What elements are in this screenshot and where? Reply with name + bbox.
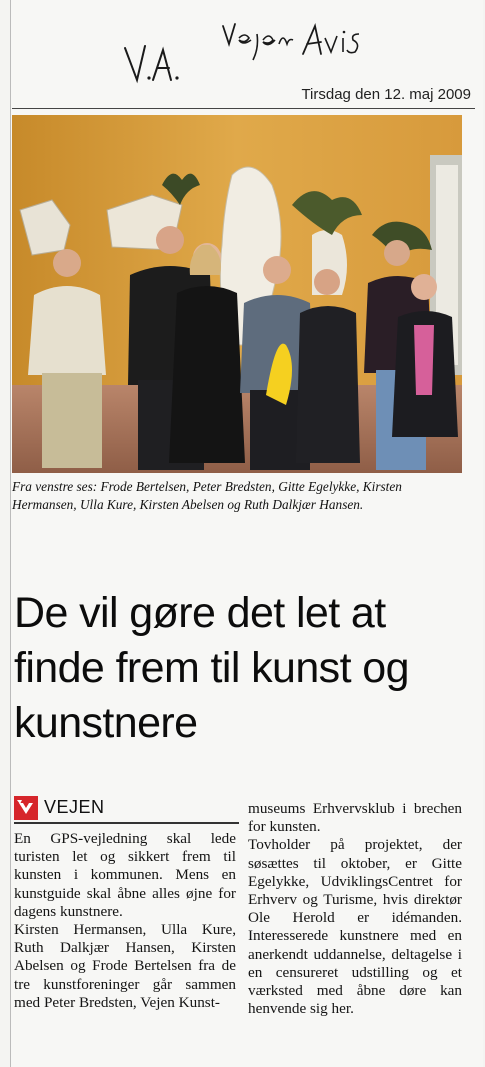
vejen-logo-icon	[14, 796, 38, 820]
article-paragraph: museums Erhvervsklub i brechen for kunsten.	[248, 800, 462, 836]
header-rule	[12, 108, 475, 109]
article-headline: De vil gøre det let at finde frem til kunst og kunstnere	[14, 589, 409, 747]
section-rule	[14, 822, 239, 824]
handwritten-note	[115, 18, 375, 88]
article-paragraph: Tovholder på projektet, der søsættes til oktober, er Gitte Egelykke, UdviklingsCentret for Erhverv og Turisme, hvis direktør Ole Herold er idémanden. Interesserede kunstnere med en anerkendt uddannelse, deltagelse i en censureret udstilling og et værksted med åbne døre kan henvende sig her.	[248, 836, 462, 1018]
section-header	[14, 794, 239, 824]
group-photo	[12, 115, 462, 473]
publication-date: Tirsdag den 12. maj 2009	[301, 86, 471, 103]
photo-caption: Fra venstre ses: Frode Bertelsen, Peter Bredsten, Gitte Egelykke, Kirsten Hermansen, Ulla Kure, Kirsten Abelsen og Ruth Dalkjær Hansen.	[12, 479, 402, 512]
article-paragraph: Kirsten Hermansen, Ulla Kure, Ruth Dalkjær Hansen, Kirsten Abelsen og Frode Bertelsen fra de tre kunstforeninger går sammen med Peter Bredsten, Vejen Kunst-	[14, 921, 236, 1011]
article-column-1	[14, 830, 236, 1012]
section-label: VEJEN	[44, 797, 105, 817]
article-column-2	[248, 800, 462, 1018]
article-paragraph: En GPS-vejledning skal lede turisten let og sikkert frem til kunsten i kommunen. Mens en kunstguide skal åbne alles øjne for dagens kunstnere.	[14, 830, 236, 920]
